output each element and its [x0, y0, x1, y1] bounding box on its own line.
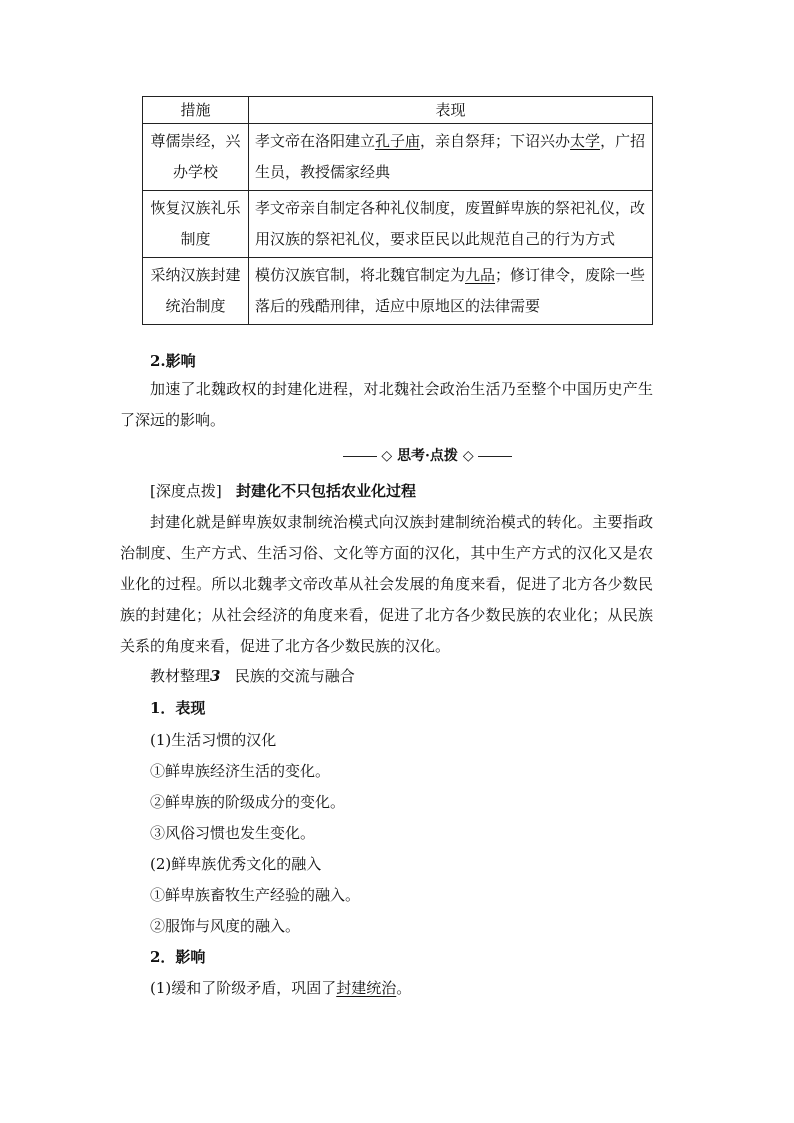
deep-tag: [深度点拨]: [150, 482, 222, 500]
table-cell-performance: [249, 124, 653, 191]
table-cell-measure: 恢复汉族礼乐制度: [143, 191, 249, 258]
divider-left: [343, 456, 377, 457]
section-number: 3: [210, 667, 221, 685]
table-row: [143, 258, 653, 325]
cell-text: 孝文帝在洛阳建立: [255, 132, 376, 150]
table-cell-performance: 孝文帝亲自制定各种礼仪制度，废置鲜卑族的祭祀礼仪，改用汉族的祭祀礼仪，要求臣民以此规范自己的行为方式: [249, 191, 653, 258]
divider-right: [478, 456, 512, 457]
cell-text: ，广招生员，教授儒家经典: [255, 132, 646, 181]
table-row: [143, 191, 653, 258]
deep-heading: [150, 480, 416, 501]
diamond-icon: ◇: [462, 448, 474, 464]
underlined-term: 太学: [570, 132, 601, 150]
list-item: ②鲜卑族的阶级成分的变化。: [150, 793, 346, 811]
list-text: 。: [396, 979, 412, 997]
underlined-term: 封建统治: [336, 979, 397, 997]
impact-heading: 2.影响: [150, 352, 196, 370]
section-title: 民族的交流与融合: [234, 667, 355, 685]
deep-paragraph: 封建化就是鲜卑族奴隶制统治模式向汉族封建制统治模式的转化。主要指政治制度、生产方式、生活习俗、文化等方面的汉化，其中生产方式的汉化又是农业化的过程。所以北魏孝文帝改革从社会发展的角度来看，促进了北方各少数民族的封建化；从社会经济的角度来看，促进了北方各少数民族的农业化；从民族关系的角度来看，促进了北方各少数民族的汉化。: [120, 513, 653, 655]
impact-paragraph: 加速了北魏政权的封建化进程，对北魏社会政治生活乃至整个中国历史产生了深远的影响。: [120, 380, 653, 429]
column-header-performance: 表现: [249, 97, 653, 124]
list-item: ②服饰与风度的融入。: [150, 917, 301, 935]
cell-text: ；修订律令，废除一些落后的残酷刑律，适应中原地区的法律需要: [255, 266, 646, 315]
list-text: (1)缓和了阶级矛盾，巩固了: [150, 979, 337, 997]
underlined-term: 九品: [465, 266, 496, 284]
section-heading: [150, 665, 355, 686]
list-item: ①鲜卑族经济生活的变化。: [150, 762, 331, 780]
list-item: [150, 977, 411, 998]
section-label: 教材整理: [150, 667, 211, 685]
column-header-measure: 措施: [143, 97, 249, 124]
table-cell-measure: 尊儒崇经，兴办学校: [143, 124, 249, 191]
subheading-impact: 2．影响: [150, 948, 206, 966]
diamond-icon: ◇: [381, 448, 393, 464]
cell-text: 模仿汉族官制，将北魏官制定为: [255, 266, 466, 284]
deep-title: 封建化不只包括农业化过程: [236, 482, 417, 500]
measures-table: [142, 96, 653, 325]
think-banner-label: 思考·点拨: [397, 448, 458, 464]
list-item: ①鲜卑族畜牧生产经验的融入。: [150, 886, 361, 904]
table-header-row: [143, 97, 653, 124]
list-item: ③风俗习惯也发生变化。: [150, 824, 316, 842]
table-cell-performance: [249, 258, 653, 325]
list-item: (2)鲜卑族优秀文化的融入: [150, 855, 322, 873]
underlined-term: 孔子庙: [375, 132, 421, 150]
table-row: [143, 124, 653, 191]
cell-text: ，亲自祭拜；下诏兴办: [420, 132, 571, 150]
table-cell-measure: 采纳汉族封建统治制度: [143, 258, 249, 325]
subheading-performance: 1．表现: [150, 699, 206, 717]
think-banner: [330, 445, 525, 465]
list-item: (1)生活习惯的汉化: [150, 731, 277, 749]
